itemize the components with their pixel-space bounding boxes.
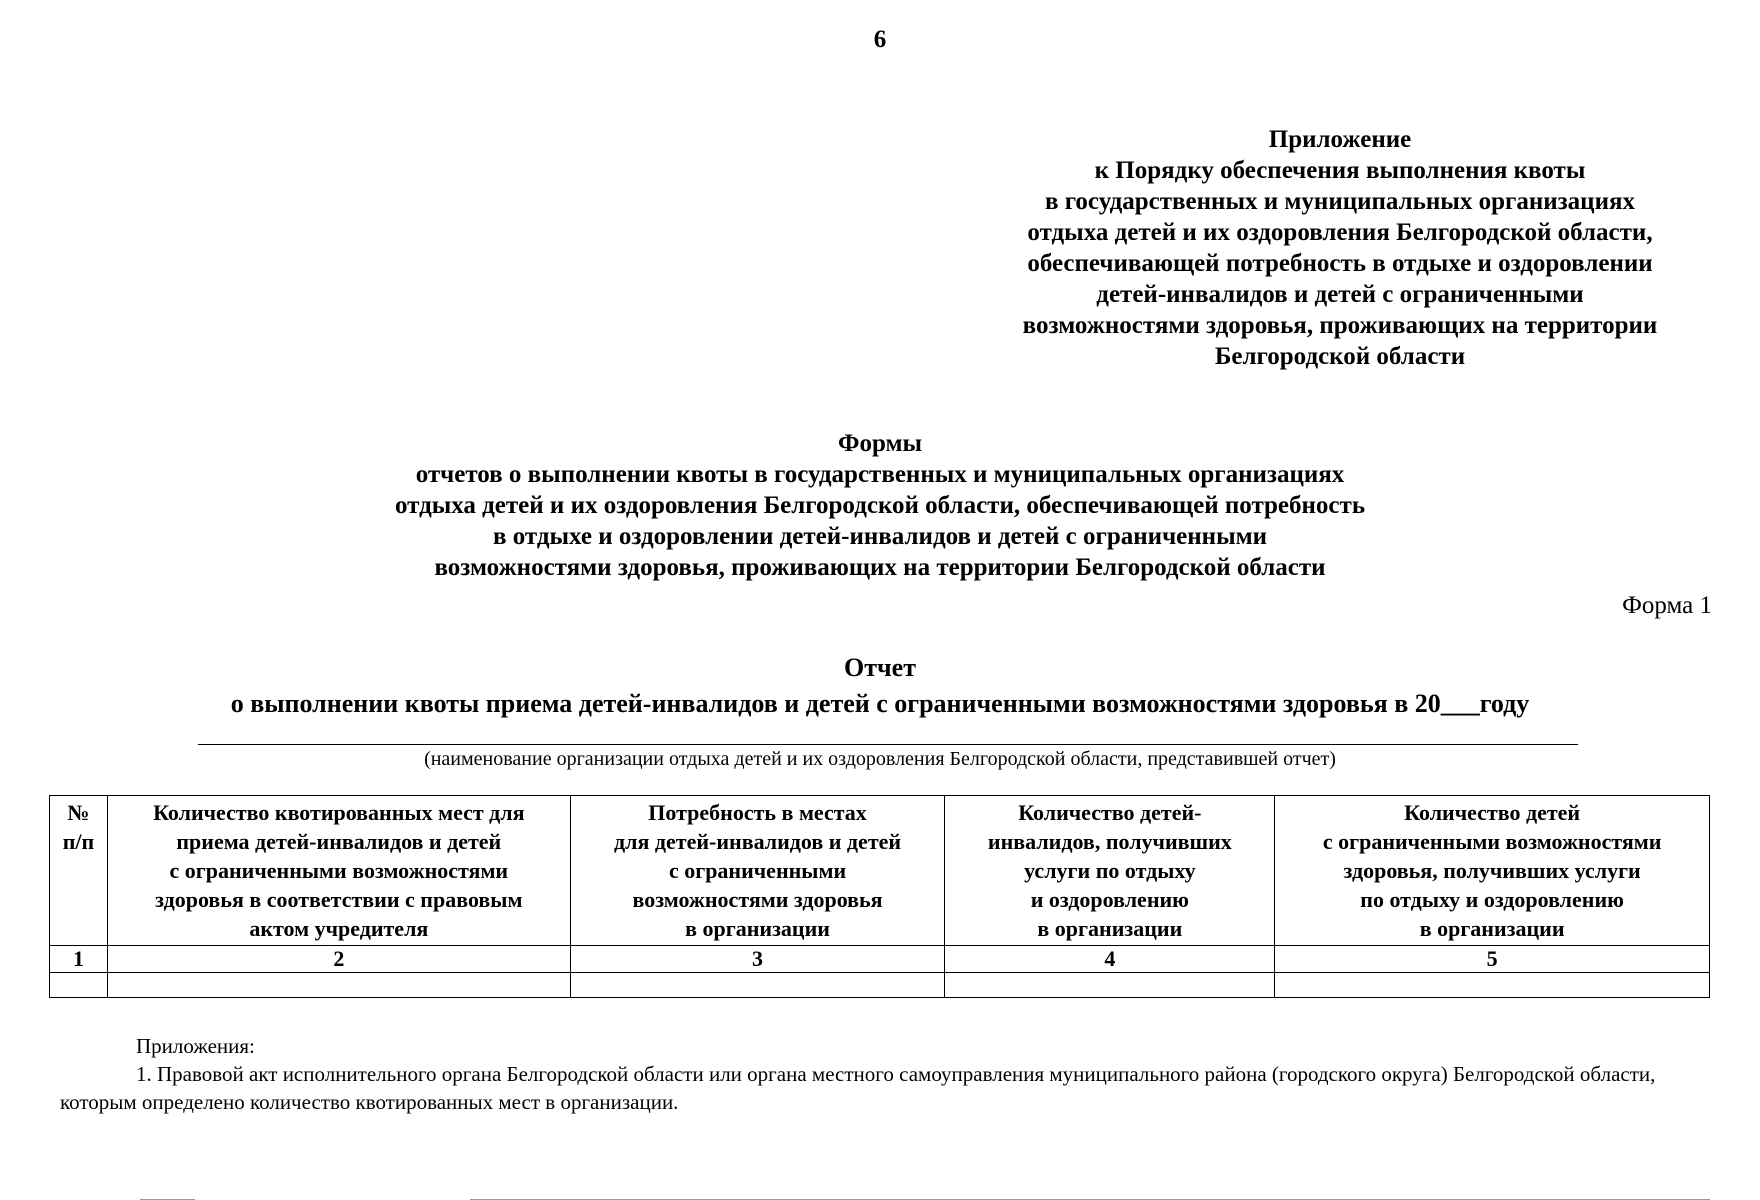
column-number-cell: 3 — [570, 946, 945, 973]
header-cell-quota-places: Количество квотированных мест для приема детей-инвалидов и детей с ограниченными возможностями здоровья в соответствии с правовым актом учредителя — [107, 796, 570, 946]
attachment-item: 1. Правовой акт исполнительного органа Белгородской области или органа местного самоуправления муниципального района (городского округа) Белгородской области, которым определено количество квотированных мест в организации. — [60, 1062, 1656, 1114]
appendix-line: возможностями здоровья, проживающих на территории — [1022, 312, 1658, 339]
forms-line: в отдыхе и оздоровлении детей-инвалидов и детей с ограниченными — [492, 523, 1268, 550]
table-cell — [945, 973, 1275, 998]
appendix-line: обеспечивающей потребность в отдыхе и оздоровлении — [1027, 250, 1653, 277]
appendix-line: Белгородской области — [1214, 343, 1466, 370]
table-header-row — [50, 796, 1710, 946]
header-cell-disabled-children: Количество детей- инвалидов, получивших услуги по отдыху и оздоровлению в организации — [945, 796, 1275, 946]
forms-line: отчетов о выполнении квоты в государственных и муниципальных организациях — [415, 461, 1345, 488]
column-number-cell: 2 — [107, 946, 570, 973]
table-cell — [1275, 973, 1710, 998]
forms-title: Формы — [837, 430, 923, 457]
forms-line: возможностями здоровья, проживающих на территории Белгородской области — [434, 554, 1326, 581]
form-label: Форма 1 — [1622, 592, 1712, 619]
report-subtitle: о выполнении квоты приема детей-инвалидов и детей с ограниченными возможностями здоровья в 20___году — [230, 689, 1530, 718]
forms-line: отдыха детей и их оздоровления Белгородской области, обеспечивающей потребность — [394, 492, 1366, 519]
attachments-heading: Приложения: — [136, 1034, 255, 1058]
column-number-cell: 4 — [945, 946, 1275, 973]
table-cell — [570, 973, 945, 998]
forms-heading-block — [0, 428, 1760, 583]
table-cell — [50, 973, 108, 998]
appendix-line: Приложение — [1268, 126, 1412, 153]
column-number-cell: 1 — [50, 946, 108, 973]
header-cell-limited-health-children: Количество детей с ограниченными возможностями здоровья, получивших услуги по отдыху и оздоровлению в организации — [1275, 796, 1710, 946]
appendix-block — [980, 124, 1700, 372]
appendix-line: к Порядку обеспечения выполнения квоты — [1094, 157, 1586, 184]
column-number-row — [50, 946, 1710, 973]
header-cell-demand: Потребность в местах для детей-инвалидов и детей с ограниченными возможностями здоровья в организации — [570, 796, 945, 946]
header-cell-number: № п/п — [50, 796, 108, 946]
appendix-line: в государственных и муниципальных организациях — [1044, 188, 1636, 215]
organization-name-line — [198, 744, 1578, 745]
table-cell — [107, 973, 570, 998]
appendix-line: отдыха детей и их оздоровления Белгородской области, — [1027, 219, 1653, 246]
organization-name-caption: (наименование организации отдыха детей и их оздоровления Белгородской области, представившей отчет) — [424, 748, 1336, 770]
report-table — [49, 795, 1710, 998]
report-heading-block — [0, 650, 1760, 722]
column-number-cell: 5 — [1275, 946, 1710, 973]
attachments-section — [60, 1032, 1720, 1116]
page-number: 6 — [873, 26, 887, 53]
table-row — [50, 973, 1710, 998]
report-title: Отчет — [844, 653, 916, 682]
appendix-line: детей-инвалидов и детей с ограниченными — [1096, 281, 1584, 308]
